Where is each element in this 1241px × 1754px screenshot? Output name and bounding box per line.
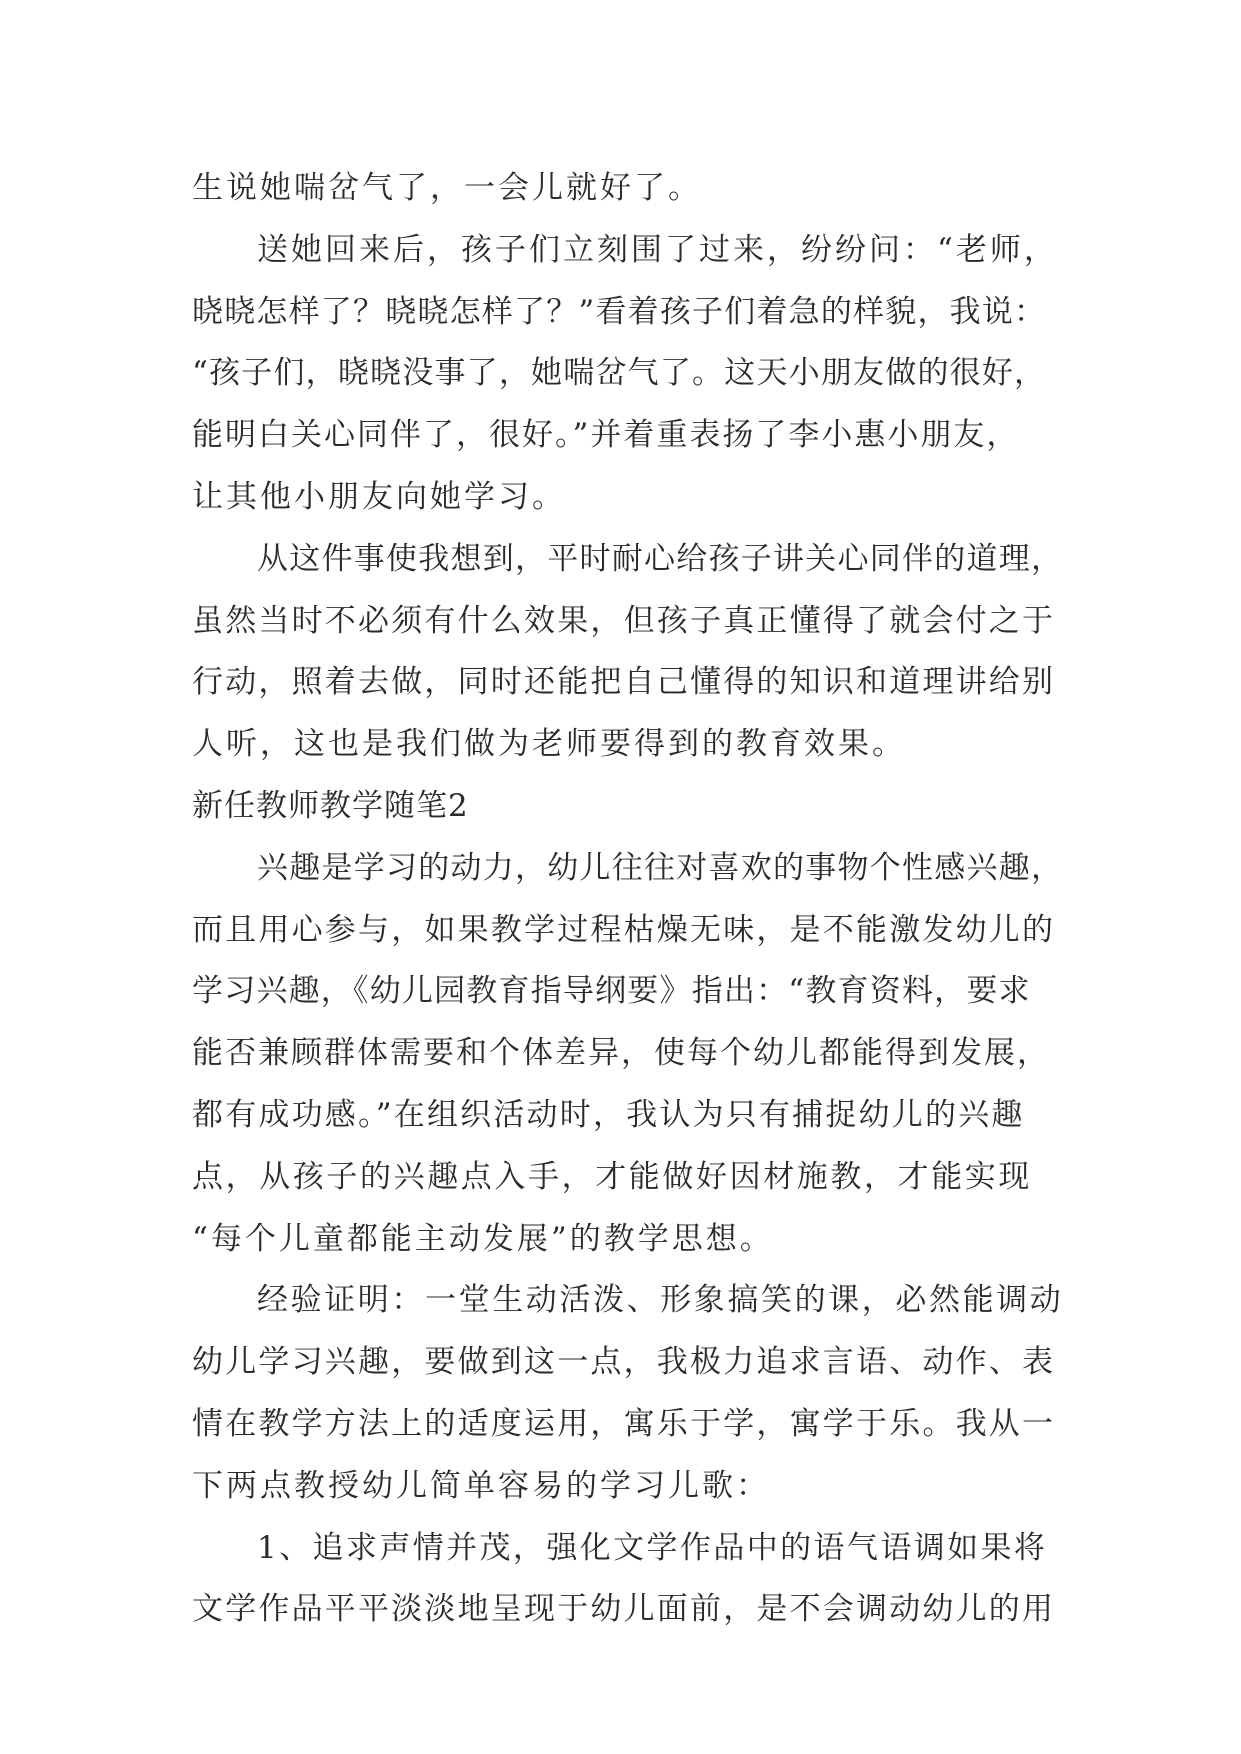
text-line: 都有成功感。”在组织活动时，我认为只有捕捉幼儿的兴趣 xyxy=(192,1096,1025,1133)
text-line: 人听，这也是我们做为老师要得到的教育效果。 xyxy=(192,726,906,763)
text-line: 下两点教授幼儿简单容易的学习儿歌： xyxy=(192,1467,770,1504)
document-body xyxy=(192,158,1064,1641)
section-heading: 新任教师教学随笔2 xyxy=(192,787,469,824)
text-line: 生说她喘岔气了，一会儿就好了。 xyxy=(192,170,702,206)
text-line: 点，从孩子的兴趣点入手，才能做好因材施教，才能实现 xyxy=(192,1158,1032,1195)
text-line: 文学作品平平淡淡地呈现于幼儿面前，是不会调动幼儿的用 xyxy=(192,1591,1056,1628)
text-line: 能否兼顾群体需要和个体差异，使每个幼儿都能得到发展， xyxy=(192,1035,1050,1072)
text-line: 情在教学方法上的适度运用，寓乐于学，寓学于乐。我从一 xyxy=(192,1405,1056,1442)
text-line: 学习兴趣，《幼儿园教育指导纲要》指出：“教育资料，要求 xyxy=(192,973,1031,1010)
paragraph-start-line: 兴趣是学习的动力，幼儿往往对喜欢的事物个性感兴趣， xyxy=(257,849,1064,886)
text-line: 行动，照着去做，同时还能把自己懂得的知识和道理讲给别 xyxy=(192,664,1056,701)
text-line: 让其他小朋友向她学习。 xyxy=(192,478,566,515)
text-line: 幼儿学习兴趣，要做到这一点，我极力追求言语、动作、表 xyxy=(192,1344,1056,1381)
paragraph-start-line: 1、追求声情并茂，强化文学作品中的语气语调如果将 xyxy=(257,1529,1048,1566)
paragraph-start-line: 从这件事使我想到，平时耐心给孩子讲关心同伴的道理， xyxy=(257,540,1064,577)
text-line: “孩子们，晓晓没事了，她喘岔气了。这天小朋友做的很好， xyxy=(192,355,1047,392)
text-line: 而且用心参与，如果教学过程枯燥无味，是不能激发幼儿的 xyxy=(192,911,1056,948)
text-line: 虽然当时不必须有什么效果，但孩子真正懂得了就会付之于 xyxy=(192,602,1056,639)
text-line: 晓晓怎样了？晓晓怎样了？”看着孩子们着急的样貌，我说： xyxy=(192,293,1047,330)
text-line: “每个儿童都能主动发展”的教学思想。 xyxy=(192,1220,774,1257)
paragraph-start-line: 经验证明：一堂生动活泼、形象搞笑的课，必然能调动 xyxy=(257,1282,1064,1319)
paragraph-start-line: 送她回来后，孩子们立刻围了过来，纷纷问：“老师， xyxy=(257,231,1058,268)
text-line: 能明白关心同伴了，很好。”并着重表扬了李小惠小朋友， xyxy=(192,417,1020,454)
